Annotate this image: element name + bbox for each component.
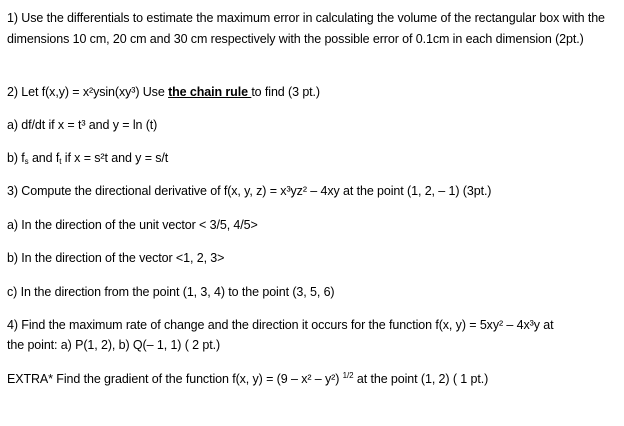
chain-rule-emphasis: the chain rule [168, 85, 252, 99]
question-2b-rest: if x = s²t and y = s/t [61, 151, 169, 165]
question-2a: a) df/dt if x = t³ and y = ln (t) [7, 118, 158, 132]
extra-exponent: 1/2 [342, 371, 354, 380]
question-2b-prefix: b) f [7, 151, 25, 165]
question-4-line-1: 4) Find the maximum rate of change and the direction it occurs for the function f(x, y) = 5xy² – 4x³y at [7, 318, 554, 332]
question-3: 3) Compute the directional derivative of f(x, y, z) = x³yz² – 4xy at the point (1, 2, – 1) (3pt.) [7, 184, 492, 198]
extra-question [7, 369, 618, 389]
subscript-t: t [59, 157, 62, 166]
question-3a: a) In the direction of the unit vector < 3/5, 4/5> [7, 218, 258, 232]
question-3b: b) In the direction of the vector <1, 2, 3> [7, 251, 225, 265]
question-2-rest: to find (3 pt.) [251, 85, 320, 99]
question-2b [7, 148, 618, 168]
question-2 [7, 82, 618, 102]
question-3c: c) In the direction from the point (1, 3, 4) to the point (3, 5, 6) [7, 285, 335, 299]
question-2-label: 2) Let f(x,y) = x²ysin(xy³) Use [7, 85, 169, 99]
question-4-line-2: the point: a) P(1, 2), b) Q(– 1, 1) ( 2 pt.) [7, 338, 221, 352]
extra-suffix: at the point (1, 2) ( 1 pt.) [353, 372, 489, 386]
question-2b-mid: and f [28, 151, 60, 165]
extra-prefix: EXTRA* Find the gradient of the function f(x, y) = (9 – x² – y²) [7, 372, 343, 386]
subscript-s: s [24, 157, 29, 166]
question-1: 1) Use the differentials to estimate the maximum error in calculating the volume of the rectangular box with the dimensions 10 cm, 20 cm and 30 cm respectively with the possible error of 0.1cm in each dimension (2pt.) [7, 11, 605, 46]
